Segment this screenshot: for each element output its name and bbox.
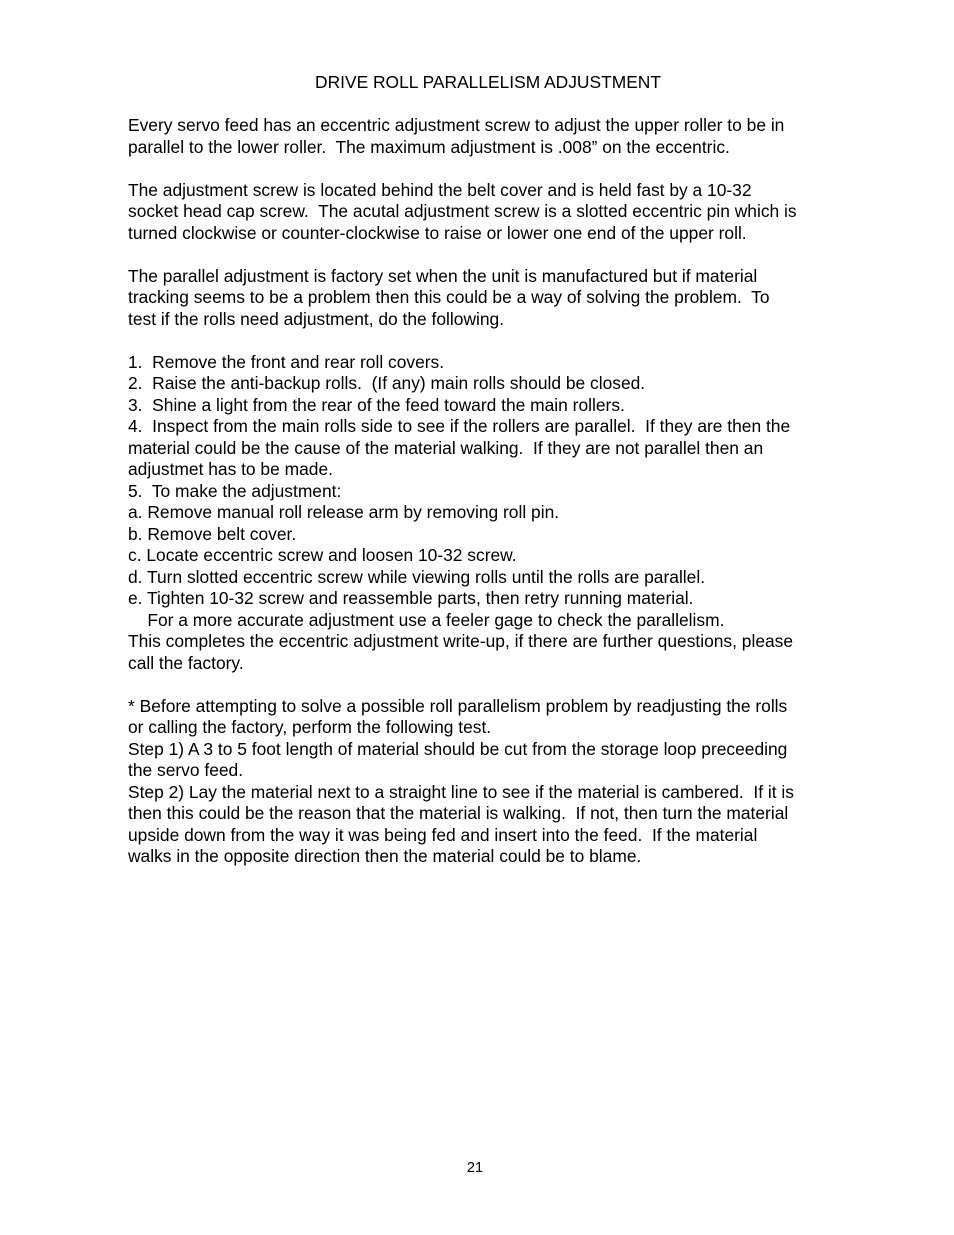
text-line: socket head cap screw. The acutal adjustment screw is a slotted eccentric pin which is — [128, 201, 797, 221]
paragraph-intro — [128, 115, 858, 158]
text-line: tracking seems to be a problem then this could be a way of solving the problem. To — [128, 287, 770, 307]
document-body — [128, 115, 858, 868]
text-line: then this could be the reason that the material is walking. If not, then turn the material — [128, 803, 789, 823]
page-number: 21 — [466, 1160, 484, 1176]
text-line: Step 1) A 3 to 5 foot length of material should be cut from the storage loop preceeding — [128, 738, 788, 759]
paragraph-factory-set — [128, 266, 858, 331]
text-line: test if the rolls need adjustment, do the following. — [128, 308, 505, 329]
paragraph-spacer — [128, 158, 858, 180]
text-line: or calling the factory, perform the following test. — [128, 717, 492, 737]
step-line: This completes the eccentric adjustment write-up, if there are further questions, please — [128, 631, 794, 651]
step-line: 3. Shine a light from the rear of the feed toward the main rollers. — [128, 394, 625, 415]
step-line: 2. Raise the anti-backup rolls. (If any) main rolls should be closed. — [128, 373, 646, 393]
text-line: parallel to the lower roller. The maximum adjustment is .008” on the eccentric. — [128, 136, 730, 157]
procedure-steps — [128, 352, 858, 675]
step-line: adjustmet has to be made. — [128, 459, 333, 479]
text-line: upside down from the way it was being fed and insert into the feed. If the material — [128, 824, 758, 845]
step-line: 5. To make the adjustment: — [128, 480, 342, 501]
text-line: Step 2) Lay the material next to a straight line to see if the material is cambered. If it is — [128, 781, 794, 802]
text-line: walks in the opposite direction then the material could be to blame. — [128, 846, 642, 866]
step-line: b. Remove belt cover. — [128, 523, 297, 544]
step-line: For a more accurate adjustment use a feeler gage to check the parallelism. — [128, 609, 725, 630]
step-line: call the factory. — [128, 652, 244, 673]
paragraph-spacer — [128, 330, 858, 352]
step-line: c. Locate eccentric screw and loosen 10-32 screw. — [128, 545, 517, 565]
paragraph-spacer — [128, 244, 858, 266]
text-line: Every servo feed has an eccentric adjustment screw to adjust the upper roller to be in — [128, 115, 785, 135]
step-line: 1. Remove the front and rear roll covers. — [128, 351, 445, 372]
text-line: the servo feed. — [128, 760, 244, 780]
page-title: DRIVE ROLL PARALLELISM ADJUSTMENT — [315, 72, 661, 92]
paragraph-screw-location — [128, 180, 858, 245]
paragraph-pre-test — [128, 696, 858, 868]
step-line: a. Remove manual roll release arm by removing roll pin. — [128, 502, 560, 522]
text-line: The parallel adjustment is factory set when the unit is manufactured but if material — [128, 265, 758, 286]
text-line: turned clockwise or counter-clockwise to raise or lower one end of the upper roll. — [128, 222, 747, 243]
step-line: e. Tighten 10-32 screw and reassemble parts, then retry running material. — [128, 588, 694, 608]
paragraph-spacer — [128, 674, 858, 696]
text-line: The adjustment screw is located behind the belt cover and is held fast by a 10-32 — [128, 179, 752, 200]
step-line: d. Turn slotted eccentric screw while viewing rolls until the rolls are parallel. — [128, 566, 706, 587]
step-line: material could be the cause of the material walking. If they are not parallel then an — [128, 437, 764, 458]
text-line: * Before attempting to solve a possible roll parallelism problem by readjusting the rolls — [128, 695, 788, 716]
step-line: 4. Inspect from the main rolls side to see if the rollers are parallel. If they are then the — [128, 416, 791, 436]
